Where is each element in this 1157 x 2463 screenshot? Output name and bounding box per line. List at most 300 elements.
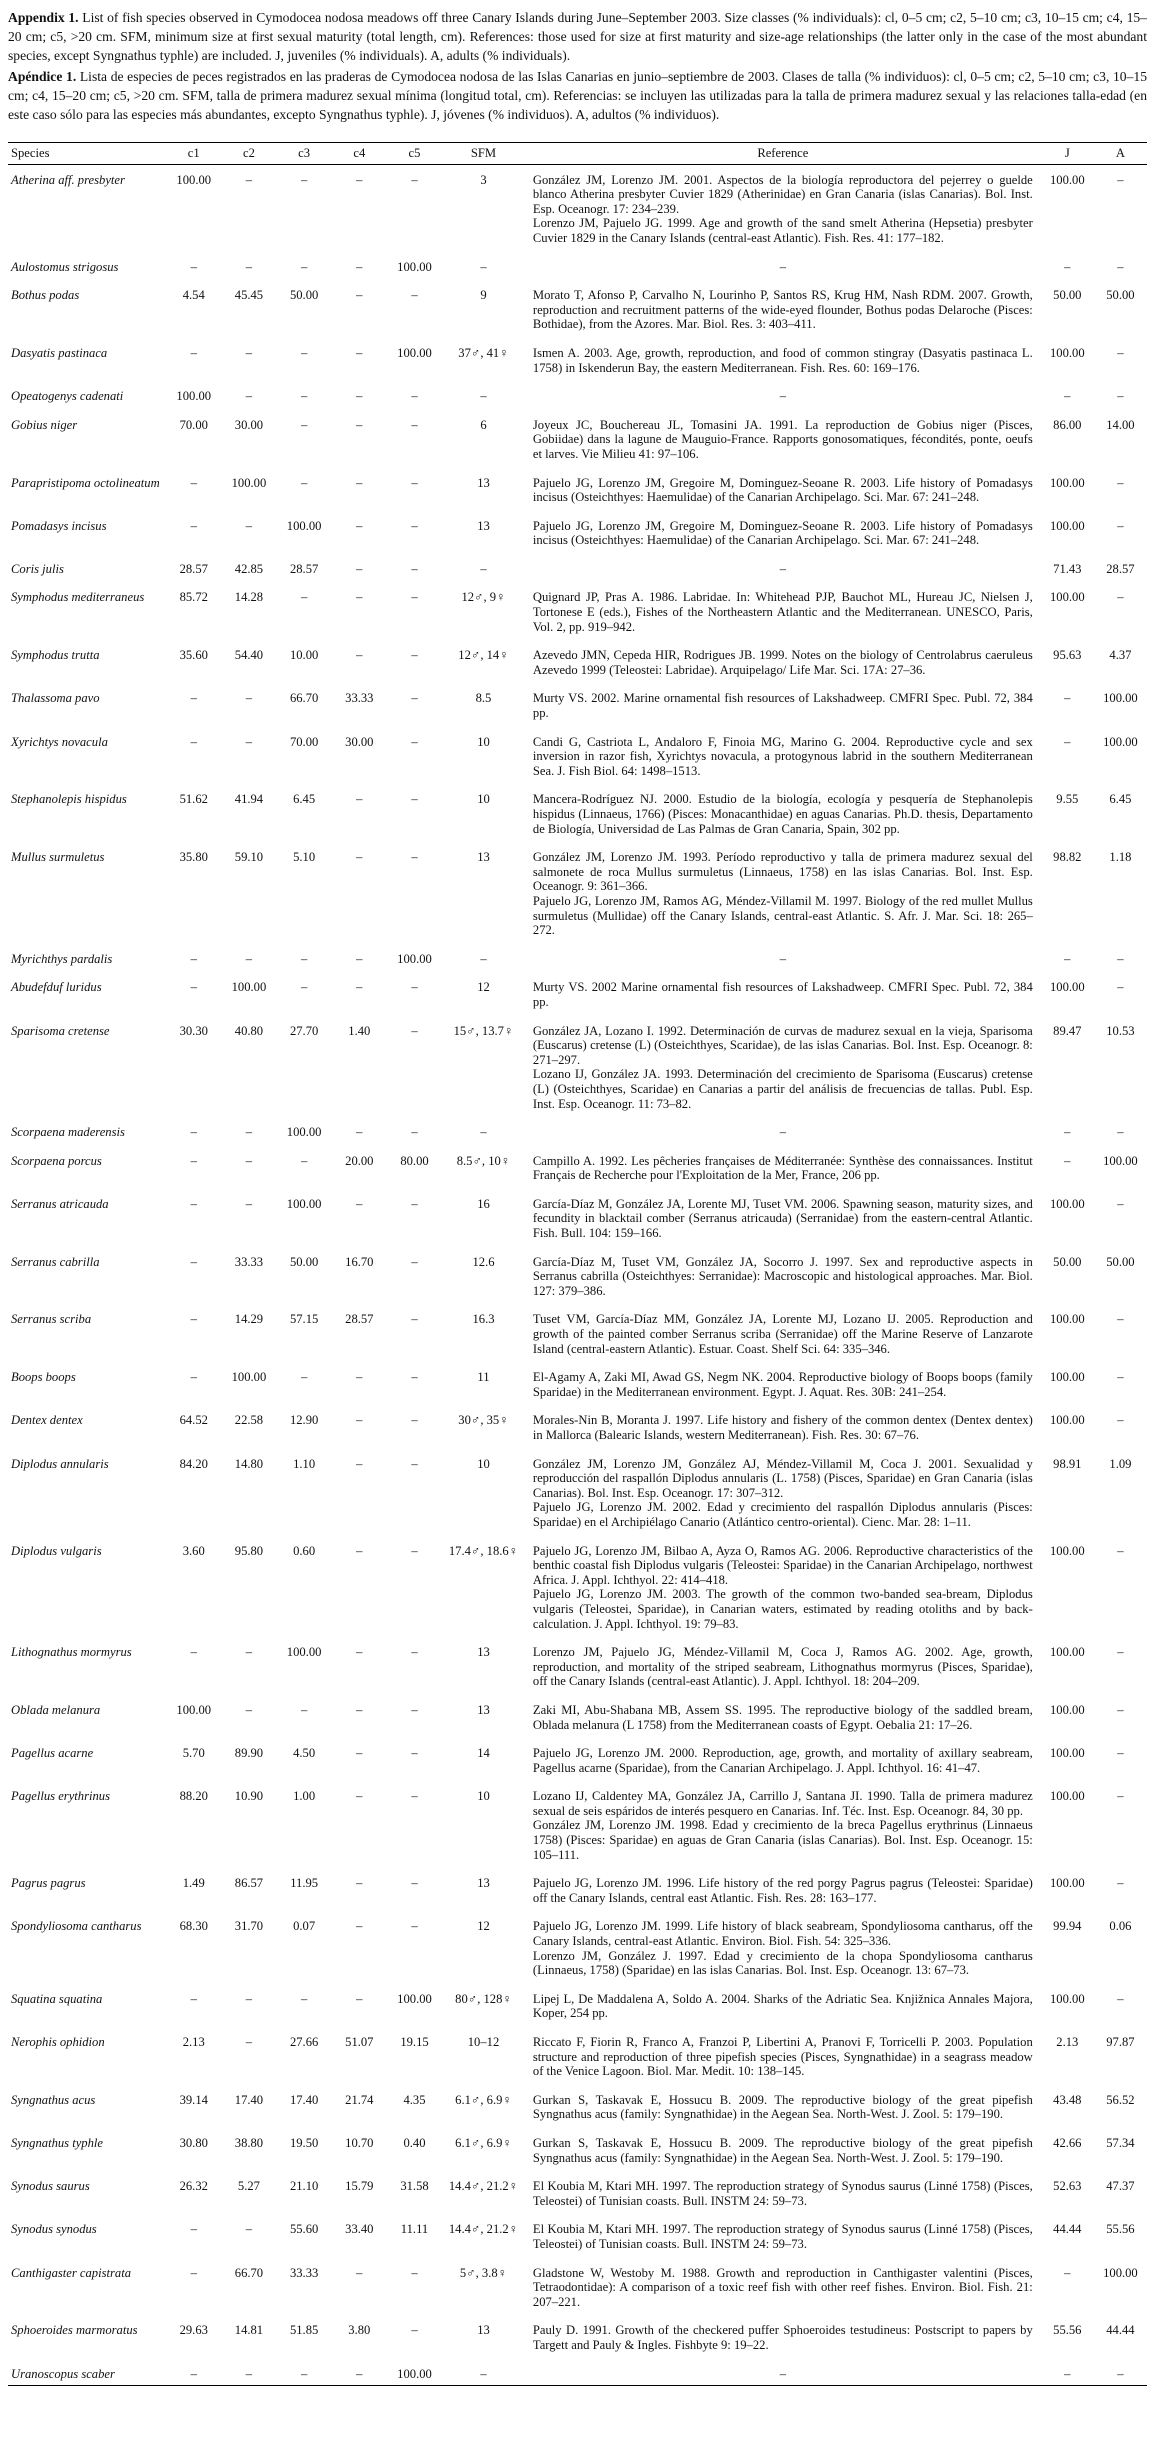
- species-cell: Myrichthys pardalis: [11, 951, 113, 966]
- sfm-cell: 10: [477, 1456, 490, 1471]
- a-cell: 47.37: [1106, 2179, 1135, 2194]
- sfm-cell: –: [480, 259, 487, 274]
- c3-cell: 100.00: [286, 1645, 322, 1660]
- reference-cell: [525, 2258, 1041, 2316]
- table-row: [8, 280, 1147, 338]
- reference-entry: González JM, Lorenzo JM. 2001. Aspectos de la biología reproductora del pejerrey o guelde blanco Atherina presbyter Cuvier 1829 (Atherinidae) en Gran Canaria (islas Canarias). Bol. Inst. Esp. Oceanogr. 17: 234–239.: [532, 172, 1033, 216]
- reference-entry: Gurkan S, Taskavak E, Hossucu B. 2009. The reproductive biology of the great pipefish Syngnathus acus (family: Syngnathidae) in the Aegean Sea. North-West. J. Zool. 5: 179–190.: [532, 2092, 1033, 2122]
- caption-spanish-label: Apéndice 1.: [8, 69, 77, 84]
- c4-cell: –: [356, 389, 363, 404]
- reference-cell: [525, 280, 1041, 338]
- j-cell: –: [1064, 1125, 1071, 1140]
- c3-cell: –: [300, 475, 308, 490]
- c2-cell: –: [245, 734, 253, 749]
- species-cell: Symphodus trutta: [11, 648, 100, 663]
- table-row: [8, 1362, 1147, 1405]
- c5-cell: 80.00: [400, 1153, 429, 1168]
- c3-cell: 1.10: [293, 1456, 316, 1471]
- c2-cell: –: [245, 1702, 253, 1717]
- a-cell: 50.00: [1106, 288, 1135, 303]
- c4-cell: –: [356, 417, 363, 432]
- a-cell: –: [1117, 1125, 1124, 1140]
- c5-cell: 100.00: [387, 2359, 442, 2386]
- a-cell: 97.87: [1106, 2035, 1135, 2049]
- table-row: [8, 582, 1147, 640]
- c4-cell: 21.74: [345, 2092, 374, 2107]
- table-row: [8, 1405, 1147, 1448]
- c3-cell: 1.00: [293, 1789, 316, 1804]
- species-cell: Scorpaena maderensis: [11, 1125, 125, 1140]
- j-cell: 86.00: [1053, 417, 1082, 432]
- j-cell: 100.00: [1049, 1746, 1085, 1761]
- table-row: [8, 1984, 1147, 2027]
- c2-cell: 100.00: [231, 980, 267, 995]
- reference-entry: Morato T, Afonso P, Carvalho N, Lourinho P, Santos RS, Krug HM, Nash RDM. 2007. Growth, reproduction and recruitment patterns of the wide-eyed flounder, Bothus podas Delaroche (Pisces: Bothidae), from the Azores. Mar. Biol. Res. 3: 403–411.: [532, 288, 1033, 332]
- c2-cell: 95.80: [234, 1543, 264, 1558]
- c5-cell: –: [411, 1125, 418, 1140]
- sfm-cell: –: [480, 561, 487, 576]
- j-cell: 50.00: [1053, 288, 1082, 303]
- reference-cell: [525, 2128, 1041, 2171]
- c3-cell: 50.00: [289, 288, 319, 303]
- header-c5: c5: [387, 143, 442, 165]
- j-cell: 100.00: [1049, 1991, 1085, 2006]
- table-row: [8, 1189, 1147, 1247]
- reference-entry: –: [779, 1125, 786, 1140]
- table-body: [8, 164, 1147, 2386]
- species-cell: Scorpaena porcus: [11, 1153, 102, 1168]
- c5-cell: –: [411, 1312, 418, 1327]
- c2-cell: 31.70: [234, 1919, 264, 1934]
- reference-cell: [525, 2171, 1041, 2214]
- table-row: [8, 1117, 1147, 1146]
- c3-cell: –: [300, 590, 308, 605]
- sfm-cell: 6.1♂, 6.9♀: [455, 2135, 512, 2150]
- reference-entry: Tuset VM, García-Díaz MM, González JA, Lorente MJ, Lozano IJ. 2005. Reproduction and growth of the painted comber Serranus scriba (Serranidae) off the Marine Reserve of Lanzarote Island (central-eastern Atlantic). Estuar. Coast. Shelf Sci. 64: 335–346.: [532, 1312, 1033, 1356]
- species-table: [8, 142, 1147, 2386]
- c1-cell: 68.30: [179, 1919, 208, 1934]
- c1-cell: 84.20: [179, 1456, 208, 1471]
- c1-cell: 1.49: [182, 1876, 205, 1891]
- c2-cell: 40.80: [234, 1023, 264, 1038]
- c4-cell: 10.70: [345, 2135, 374, 2150]
- c4-cell: –: [356, 1413, 363, 1428]
- c5-cell: –: [411, 691, 418, 706]
- sfm-cell: 12.6: [472, 1254, 495, 1269]
- reference-entry: –: [779, 259, 786, 274]
- c1-cell: 35.80: [179, 850, 208, 865]
- c2-cell: 86.57: [234, 1876, 264, 1891]
- a-cell: –: [1094, 2359, 1147, 2386]
- sfm-cell: 5♂, 3.8♀: [459, 2265, 508, 2280]
- c3-cell: 51.85: [289, 2323, 319, 2338]
- c3-cell: –: [300, 1370, 308, 1385]
- c4-cell: –: [356, 590, 363, 605]
- a-cell: 28.57: [1106, 561, 1135, 576]
- sfm-cell: 16: [477, 1196, 490, 1211]
- table-row: [8, 1016, 1147, 1118]
- c4-cell: 15.79: [345, 2179, 374, 2194]
- c5-cell: –: [411, 734, 418, 749]
- reference-cell: [525, 338, 1041, 381]
- c3-cell: 21.10: [289, 2179, 319, 2194]
- reference-entry: Pajuelo JG, Lorenzo JM, Gregoire M, Dominguez-Seoane R. 2003. Life history of Pomadasys incisus (Osteichthyes: Haemulidae) of the Canarian Archipelago. Sci. Mar. 67: 241–248.: [532, 518, 1033, 548]
- sfm-cell: 3: [480, 172, 487, 187]
- sfm-cell: 13: [477, 1876, 490, 1891]
- j-cell: 71.43: [1053, 561, 1082, 576]
- c4-cell: 33.40: [345, 2222, 374, 2237]
- c1-cell: –: [190, 980, 197, 995]
- c3-cell: –: [300, 259, 308, 274]
- a-cell: –: [1117, 1789, 1124, 1804]
- c1-cell: 2.13: [182, 2035, 205, 2049]
- a-cell: 10.53: [1106, 1023, 1135, 1038]
- species-cell: Pagellus acarne: [11, 1746, 94, 1761]
- c3-cell: 0.60: [293, 1543, 316, 1558]
- c1-cell: –: [190, 1153, 197, 1168]
- c5-cell: –: [411, 1456, 418, 1471]
- c3-cell: 55.60: [289, 2222, 319, 2237]
- a-cell: –: [1117, 1370, 1124, 1385]
- species-cell: Diplodus annularis: [11, 1456, 109, 1471]
- a-cell: –: [1117, 172, 1124, 187]
- table-row: [8, 1781, 1147, 1868]
- c4-cell: 1.40: [348, 1023, 371, 1038]
- j-cell: 89.47: [1053, 1023, 1082, 1038]
- c3-cell: 10.00: [289, 648, 319, 663]
- sfm-cell: 11: [477, 1370, 490, 1385]
- sfm-cell: 80♂, 128♀: [455, 1991, 512, 2006]
- c5-cell: –: [411, 648, 418, 663]
- c4-cell: –: [356, 1746, 363, 1761]
- reference-cell: [525, 1189, 1041, 1247]
- reference-entry: –: [779, 389, 786, 404]
- c1-cell: 88.20: [179, 1789, 208, 1804]
- c2-cell: 30.00: [234, 417, 264, 432]
- c2-cell: –: [221, 2359, 276, 2386]
- reference-cell: [525, 1637, 1041, 1695]
- c2-cell: –: [245, 345, 253, 360]
- c5-cell: –: [411, 1919, 418, 1934]
- reference-cell: [525, 1247, 1041, 1305]
- species-cell: Stephanolepis hispidus: [11, 792, 127, 807]
- c5-cell: 0.40: [403, 2135, 426, 2150]
- c1-cell: 3.60: [182, 1543, 205, 1558]
- c1-cell: 70.00: [179, 417, 208, 432]
- c5-cell: 31.58: [400, 2179, 429, 2194]
- a-cell: –: [1117, 980, 1124, 995]
- species-cell: Synodus synodus: [11, 2222, 97, 2237]
- reference-cell: [525, 164, 1041, 251]
- reference-cell: [525, 1984, 1041, 2027]
- c4-cell: 28.57: [345, 1312, 374, 1327]
- reference-entry: Pajuelo JG, Lorenzo JM. 2002. Edad y crecimiento del raspallón Diplodus annularis (Pisces: Sparidae) en el Archipiélago Canario (Atlántico centro-oriental). Cienc. Mar. 28: 1–11.: [532, 1500, 1033, 1529]
- c4-cell: –: [356, 1789, 363, 1804]
- a-cell: –: [1117, 951, 1124, 966]
- a-cell: –: [1117, 1543, 1124, 1558]
- c3-cell: 0.07: [293, 1919, 316, 1934]
- a-cell: 57.34: [1106, 2135, 1135, 2150]
- a-cell: 100.00: [1103, 2265, 1138, 2280]
- reference-entry: –: [779, 2366, 786, 2381]
- sfm-cell: 8.5♂, 10♀: [456, 1153, 511, 1168]
- c2-cell: 66.70: [234, 2265, 264, 2280]
- species-cell: Atherina aff. presbyter: [11, 172, 125, 187]
- a-cell: –: [1117, 475, 1124, 490]
- reference-entry: Lorenzo JM, Pajuelo JG, Méndez-Villamil M, Coca J, Ramos AG. 2002. Age, growth, reproduction, and mortality of the striped seabream, Lithognathus mormyrus (Pisces, Sparidae), off the Canary Islands (central-east Atlantic). J. Appl. Ichthyol. 18: 204–209.: [532, 1645, 1033, 1689]
- table-row: [8, 381, 1147, 410]
- c4-cell: –: [356, 980, 363, 995]
- a-cell: 1.09: [1109, 1456, 1132, 1471]
- c1-cell: 35.60: [179, 648, 208, 663]
- table-row: [8, 2027, 1147, 2085]
- j-cell: –: [1064, 1153, 1071, 1168]
- sfm-cell: 10: [477, 1789, 490, 1804]
- c3-cell: –: [300, 389, 308, 404]
- c5-cell: 100.00: [397, 345, 432, 360]
- j-cell: –: [1041, 2359, 1094, 2386]
- c1-cell: 30.80: [179, 2135, 208, 2150]
- species-cell: Dasyatis pastinaca: [11, 345, 108, 360]
- reference-entry: García-Díaz M, González JA, Lorente MJ, Tuset VM. 2006. Spawning season, maturity sizes, and fecundity in blacktail comber (Serranus atricauda) (Serranidae) from the eastern-central Atlantic. Fish. Bull. 104: 159–166.: [532, 1196, 1033, 1241]
- sfm-cell: 12: [477, 1919, 490, 1934]
- table-row: [8, 338, 1147, 381]
- c4-cell: –: [356, 850, 363, 865]
- c3-cell: –: [300, 345, 308, 360]
- a-cell: –: [1117, 345, 1124, 360]
- reference-entry: Murty VS. 2002 Marine ornamental fish resources of Lakshadweep. CMFRI Spec. Publ. 72, 384 pp.: [532, 980, 1033, 1009]
- table-row: [8, 683, 1147, 726]
- a-cell: –: [1117, 259, 1124, 274]
- c4-cell: –: [356, 1702, 363, 1717]
- sfm-cell: 12: [477, 980, 490, 995]
- c5-cell: –: [411, 1023, 418, 1038]
- sfm-cell: 6.1♂, 6.9♀: [455, 2092, 512, 2107]
- reference-cell: [525, 554, 1041, 583]
- c4-cell: –: [356, 475, 363, 490]
- sfm-cell: 13: [477, 518, 490, 533]
- j-cell: 100.00: [1049, 1543, 1085, 1558]
- c4-cell: –: [356, 1370, 363, 1385]
- j-cell: 44.44: [1053, 2222, 1082, 2237]
- c5-cell: –: [411, 518, 418, 533]
- c1-cell: –: [190, 734, 197, 749]
- table-row: [8, 842, 1147, 944]
- c2-cell: –: [245, 951, 253, 966]
- c3-cell: 17.40: [289, 2092, 319, 2107]
- c4-cell: –: [356, 2265, 363, 2280]
- reference-entry: Joyeux JC, Bouchereau JL, Tomasini JA. 1991. La reproduction de Gobius niger (Pisces, Gobiidae) dans la lagune de Mauguio-France. Rapports gonosomatiques, fécondités, ponte, oeufs et larves. Vie Milieu 41: 97–106.: [532, 417, 1033, 461]
- species-cell: Spondyliosoma cantharus: [11, 1919, 142, 1934]
- header-j: J: [1041, 143, 1094, 165]
- j-cell: 52.63: [1053, 2179, 1082, 2194]
- c3-cell: 100.00: [286, 1125, 322, 1140]
- c2-cell: 89.90: [234, 1746, 264, 1761]
- a-cell: 4.37: [1109, 648, 1132, 663]
- reference-cell: [525, 582, 1041, 640]
- c3-cell: 6.45: [293, 792, 316, 807]
- species-cell: Abudefduf luridus: [11, 980, 102, 995]
- c2-cell: 22.58: [234, 1413, 264, 1428]
- c1-cell: 51.62: [179, 792, 208, 807]
- table-row: [8, 2171, 1147, 2214]
- sfm-cell: 13: [477, 475, 490, 490]
- c1-cell: 100.00: [176, 1702, 212, 1717]
- reference-cell: [525, 2359, 1041, 2386]
- j-cell: 100.00: [1049, 475, 1085, 490]
- c3-cell: 19.50: [289, 2135, 319, 2150]
- species-cell: Syngnathus acus: [11, 2092, 96, 2107]
- a-cell: –: [1117, 1413, 1124, 1428]
- reference-entry: García-Díaz M, Tuset VM, González JA, Socorro J. 1997. Sex and reproductive aspects in Serranus cabrilla (Osteichthyes: Serranidae): Macroscopic and histological approaches. Mar. Biol. 127: 379–386.: [532, 1254, 1033, 1298]
- c5-cell: –: [411, 288, 418, 303]
- reference-cell: [525, 2315, 1041, 2358]
- c4-cell: –: [356, 561, 363, 576]
- a-cell: –: [1117, 1196, 1124, 1211]
- c5-cell: –: [411, 389, 418, 404]
- c1-cell: –: [190, 1991, 197, 2006]
- c2-cell: 42.85: [234, 561, 264, 576]
- c4-cell: 51.07: [345, 2035, 374, 2049]
- reference-entry: Lorenzo JM, González J. 1997. Edad y crecimiento de la chopa Spondyliosoma cantharus (Linnaeus, 1758) (Sparidae) en las islas Canarias. Bol. Inst. Esp. Oceanogr. 13: 67–73.: [532, 1948, 1033, 1978]
- c1-cell: 100.00: [176, 172, 212, 187]
- c1-cell: –: [190, 951, 197, 966]
- sfm-cell: 15♂, 13.7♀: [453, 1023, 514, 1038]
- a-cell: –: [1117, 1312, 1124, 1327]
- j-cell: –: [1064, 259, 1071, 274]
- reference-cell: [525, 1304, 1041, 1362]
- reference-entry: Pajuelo JG, Lorenzo JM, Bilbao A, Ayza O, Ramos AG. 2006. Reproductive characteristics of the benthic coastal fish Diplodus vulgaris (Teleostei: Sparidae) in the Canarian Archipelago, northwest Africa. J. Appl. Ichthyol. 22: 414–418.: [532, 1543, 1033, 1587]
- reference-entry: Pajuelo JG, Lorenzo JM. 2000. Reproduction, age, growth, and mortality of axillary seabream, Pagellus acarne (Sparidae), from the Canarian Archipelago. J. Appl. Ichthyol. 16: 41–47.: [532, 1746, 1033, 1775]
- reference-entry: Pajuelo JG, Lorenzo JM. 1999. Life history of black seabream, Spondyliosoma cantharus, off the Canary Islands, central-east Atlantic. Environ. Biol. Fish. 54: 325–336.: [532, 1919, 1033, 1949]
- species-cell: Uranoscopus scaber: [8, 2359, 166, 2386]
- c4-cell: –: [356, 1125, 363, 1140]
- j-cell: 100.00: [1049, 1702, 1085, 1717]
- c2-cell: –: [245, 1125, 253, 1140]
- j-cell: 2.13: [1056, 2035, 1079, 2049]
- sfm-cell: 13: [477, 1702, 490, 1717]
- reference-cell: [525, 1695, 1041, 1738]
- reference-cell: [525, 1911, 1041, 1983]
- table-row: [8, 2258, 1147, 2316]
- reference-cell: [525, 1738, 1041, 1781]
- j-cell: 55.56: [1053, 2323, 1082, 2338]
- c2-cell: –: [245, 259, 253, 274]
- c5-cell: –: [411, 1543, 418, 1558]
- sfm-cell: –: [480, 951, 487, 966]
- sfm-cell: 10–12: [467, 2035, 500, 2049]
- table-row: [8, 1637, 1147, 1695]
- species-cell: Coris julis: [11, 561, 64, 576]
- c5-cell: –: [411, 475, 418, 490]
- c1-cell: –: [190, 1125, 197, 1140]
- sfm-cell: 14.4♂, 21.2♀: [448, 2179, 519, 2194]
- reference-entry: Pauly D. 1991. Growth of the checkered puffer Sphoeroides testudineus: Postscript to papers by Targett and Pauly & Ingles. Fishbyte 9: 19–22.: [532, 2323, 1033, 2352]
- c3-cell: –: [300, 417, 308, 432]
- a-cell: –: [1117, 1702, 1124, 1717]
- reference-entry: Morales-Nin B, Moranta J. 1997. Life history and fishery of the common dentex (Dentex dentex) in Mallorca (Balearic Islands, western Mediterranean). Fish. Res. 30: 67–76.: [532, 1413, 1033, 1442]
- c4-cell: –: [356, 1919, 363, 1934]
- table-row: [8, 944, 1147, 973]
- species-cell: Oblada melanura: [11, 1702, 101, 1717]
- c2-cell: –: [245, 389, 253, 404]
- reference-entry: Murty VS. 2002. Marine ornamental fish resources of Lakshadweep. CMFRI Spec. Publ. 72, 384 pp.: [532, 691, 1033, 721]
- sfm-cell: 12♂, 14♀: [458, 648, 509, 663]
- reference-entry: Pajuelo JG, Lorenzo JM. 2003. The growth of the common two-banded sea-bream, Diplodus vulgaris (Teleostei, Sparidae), in Canarian waters, estimated by reading otoliths and by back-calculation. J. Appl. Ichthyol. 19: 79–83.: [532, 1587, 1033, 1631]
- c5-cell: –: [411, 172, 418, 187]
- species-cell: Thalassoma pavo: [11, 691, 100, 706]
- j-cell: –: [1064, 2265, 1071, 2280]
- c2-cell: 100.00: [231, 1370, 267, 1385]
- table-row: [8, 511, 1147, 554]
- reference-entry: Quignard JP, Pras A. 1986. Labridae. In: Whitehead PJP, Bauchot ML, Hureau JC, Nielsen J, Tortonese E (eds.), Fishes of the Northeastern Atlantic and the Mediterranean. UNESCO, Paris, Vol. 2, pp. 919–942.: [532, 590, 1033, 634]
- species-cell: Pagrus pagrus: [11, 1876, 86, 1891]
- sfm-cell: 8.5: [475, 691, 492, 706]
- c4-cell: –: [356, 648, 363, 663]
- header-c1: c1: [166, 143, 221, 165]
- species-cell: Squatina squatina: [11, 1991, 103, 2006]
- c3-cell: 50.00: [289, 1254, 319, 1269]
- reference-cell: [525, 1449, 1041, 1536]
- reference-entry: El-Agamy A, Zaki MI, Awad GS, Negm NK. 2004. Reproductive biology of Boops boops (family Sparidae) in the Mediterranean environment. Egypt. J. Aquat. Res. 30B: 241–254.: [532, 1370, 1033, 1399]
- j-cell: 100.00: [1049, 1413, 1085, 1428]
- sfm-cell: 10: [477, 734, 490, 749]
- caption-english-text: List of fish species observed in Cymodocea nodosa meadows off three Canary Islands during June–September 2003. Size classes (% individuals): cl, 0–5 cm; c2, 5–10 cm; c3, 10–15 cm; c4, 15–20 cm; c5, >20 cm. SFM, minimum size at first sexual maturity (total length, cm). References: those used for size at first maturity and size-age relationships (the latter only in the case of the most abundant species, except Syngnathus typhle) are included. J, juveniles (% individuals). A, adults (% individuals).: [8, 10, 1147, 63]
- j-cell: 100.00: [1049, 1196, 1085, 1211]
- c4-cell: –: [356, 1876, 363, 1891]
- c5-cell: –: [411, 1789, 418, 1804]
- c5-cell: 100.00: [397, 1991, 432, 2006]
- c2-cell: 38.80: [234, 2135, 264, 2150]
- j-cell: 100.00: [1049, 980, 1085, 995]
- table-header-row: [8, 143, 1147, 165]
- species-cell: Sphoeroides marmoratus: [11, 2323, 138, 2338]
- caption-english: [8, 8, 1147, 65]
- c4-cell: –: [332, 2359, 387, 2386]
- c3-cell: –: [277, 2359, 332, 2386]
- c3-cell: –: [300, 980, 308, 995]
- c1-cell: 4.54: [182, 288, 205, 303]
- c5-cell: –: [411, 1746, 418, 1761]
- table-row: [8, 554, 1147, 583]
- c5-cell: 4.35: [403, 2092, 426, 2107]
- c4-cell: –: [356, 951, 363, 966]
- c5-cell: 11.11: [400, 2222, 429, 2237]
- a-cell: –: [1117, 590, 1124, 605]
- c4-cell: –: [356, 1543, 363, 1558]
- reference-cell: [525, 2214, 1041, 2257]
- c5-cell: –: [411, 1254, 418, 1269]
- c2-cell: –: [245, 1153, 253, 1168]
- reference-entry: Gladstone W, Westoby M. 1988. Growth and reproduction in Canthigaster valentini (Pisces, Tetraodontidae): A comparison of a toxic reef fish with other reef fishes. Environ. Biol. Fish. 21: 207–221.: [532, 2265, 1033, 2309]
- reference-cell: [525, 1016, 1041, 1118]
- reference-cell: [525, 511, 1041, 554]
- j-cell: 43.48: [1053, 2092, 1082, 2107]
- c5-cell: –: [411, 1413, 418, 1428]
- reference-cell: [525, 1868, 1041, 1911]
- reference-cell: [525, 2027, 1041, 2085]
- reference-cell: [525, 1405, 1041, 1448]
- reference-entry: –: [779, 561, 786, 576]
- table-row: [8, 468, 1147, 511]
- sfm-cell: 6: [480, 417, 487, 432]
- c2-cell: 14.81: [234, 2323, 264, 2338]
- c1-cell: –: [190, 518, 197, 533]
- species-cell: Dentex dentex: [11, 1413, 83, 1428]
- c3-cell: –: [300, 1153, 308, 1168]
- species-cell: Gobius niger: [11, 417, 78, 432]
- c1-cell: 5.70: [182, 1746, 205, 1761]
